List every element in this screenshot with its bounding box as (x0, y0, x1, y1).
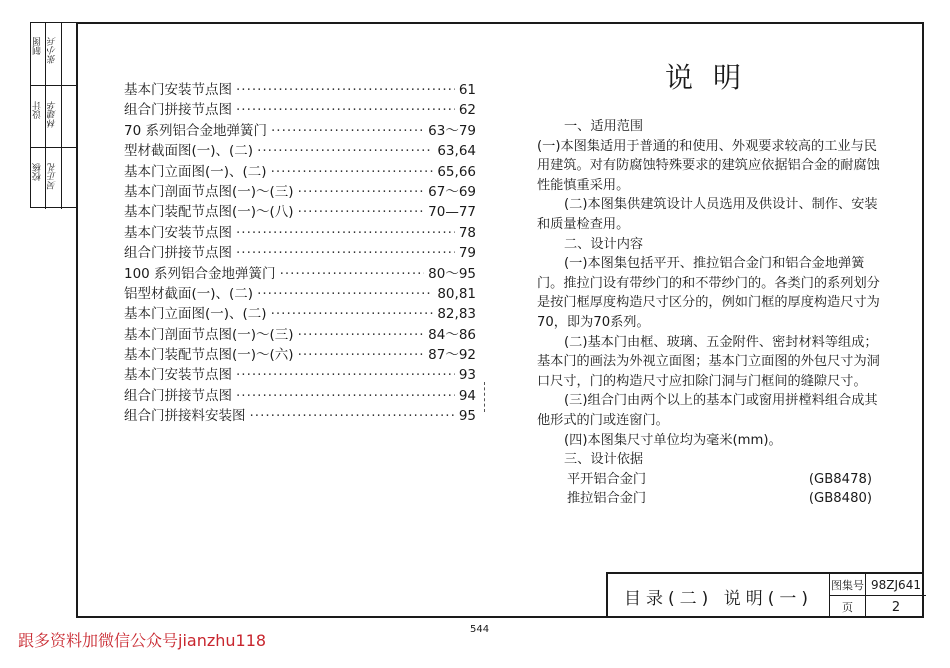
basis-row (537, 489, 882, 509)
toc-entry-page: 67～69 (428, 183, 476, 200)
toc-entry (124, 404, 476, 424)
approval-sidebar (30, 22, 76, 208)
fold-mark (484, 382, 486, 412)
toc-entry (124, 180, 476, 200)
toc-entry (124, 221, 476, 241)
basis-code: (GB8478) (808, 471, 872, 487)
toc-entry-page: 70—77 (428, 204, 476, 221)
toc-entry-title: 基本门立面图(一)、(二) (124, 163, 267, 180)
toc-entry (124, 302, 476, 322)
scope-paragraph-2: (二)本图集供建筑设计人员选用及供设计、制作、安装和质量检查用。 (537, 197, 878, 232)
toc-entry (124, 384, 476, 404)
toc-entry-title: 基本门装配节点图(一)～(八) (124, 204, 294, 221)
toc-leader-dots (236, 82, 455, 98)
toc-leader-dots (298, 347, 425, 363)
basis-name: 平开铝合金门 (567, 471, 647, 487)
watermark-text: 跟多资料加微信公众号jianzhu118 (18, 631, 267, 650)
sidebar-divider (45, 23, 46, 209)
atlas-number-label: 图集号 (830, 574, 866, 596)
toc-entry-title: 70 系列铝合金地弹簧门 (124, 122, 267, 139)
toc-entry-title: 铝型材截面(一)、(二) (124, 285, 254, 302)
toc-entry-page: 63,64 (437, 143, 476, 160)
section-title-scope: 一、适用范围 (564, 119, 644, 134)
toc-entry-page: 84～86 (428, 326, 476, 343)
toc-leader-dots (257, 143, 433, 159)
toc-entry-title: 基本门安装节点图 (124, 82, 232, 98)
toc-leader-dots (257, 286, 433, 302)
toc-entry-page: 79 (458, 245, 476, 262)
toc-entry-title: 型材截面图(一)、(二) (124, 143, 254, 160)
toc-entry (124, 200, 476, 220)
toc-leader-dots (236, 367, 455, 383)
toc-entry (124, 343, 476, 363)
sidebar-divider (61, 23, 62, 209)
toc-entry-title: 基本门装配节点图(一)～(六) (124, 347, 294, 364)
toc-entry (124, 241, 476, 261)
explanation-body (537, 117, 882, 509)
content-paragraph-3: (三)组合门由两个以上的基本门或窗用拼樘料组合成其他形式的门或连窗门。 (537, 393, 878, 428)
sheet-title: 目录(二) 说明(一) (608, 574, 830, 618)
toc-leader-dots (236, 245, 455, 261)
toc-entry-title: 基本门剖面节点图(一)～(三) (124, 326, 294, 343)
explanation-heading: 说明 (665, 61, 762, 94)
toc-leader-dots (298, 184, 425, 200)
signature-check: 吴正礼 (48, 163, 58, 190)
toc-entry-page: 63～79 (428, 122, 476, 139)
toc-leader-dots (298, 327, 425, 343)
toc-entry-page: 87～92 (428, 347, 476, 364)
toc-leader-dots (236, 388, 455, 404)
page-label: 页 (830, 596, 866, 618)
toc-leader-dots (298, 204, 425, 220)
signature-draw: 张小兵 (48, 37, 58, 64)
toc-entry (124, 363, 476, 383)
toc-entry-title: 基本门安装节点图 (124, 224, 232, 241)
toc-leader-dots (236, 102, 455, 118)
sidebar-label-draw: 制图 (33, 37, 43, 55)
basis-code: (GB8480) (808, 491, 872, 507)
section-title-content: 二、设计内容 (564, 236, 644, 252)
toc-entry-page: 78 (458, 224, 476, 241)
sidebar-label-design: 设计 (33, 101, 43, 119)
toc-leader-dots (280, 266, 425, 282)
section-title-basis: 三、设计依据 (564, 452, 644, 468)
toc-leader-dots (271, 164, 434, 180)
toc-entry (124, 119, 476, 139)
toc-entry-page: 80～95 (428, 265, 476, 282)
content-paragraph-4: (四)本图集尺寸单位均为毫米(mm)。 (564, 432, 782, 448)
toc-entry-page: 62 (458, 102, 476, 119)
atlas-number-value: 98ZJ641 (866, 574, 926, 596)
toc-entry (124, 282, 476, 302)
basis-name: 推拉铝合金门 (567, 491, 647, 507)
toc-leader-dots (271, 306, 434, 322)
toc-entry (124, 98, 476, 118)
sidebar-label-check: 校核 (33, 163, 43, 181)
toc-entry-page: 82,83 (437, 306, 476, 323)
toc-entry-page: 65,66 (437, 163, 476, 180)
table-of-contents (124, 78, 476, 425)
toc-entry-page: 93 (458, 367, 476, 384)
page-number: 544 (470, 624, 490, 635)
toc-entry-title: 100 系列铝合金地弹簧门 (124, 265, 276, 282)
toc-leader-dots (236, 225, 455, 241)
toc-entry-page: 94 (458, 387, 476, 404)
content-paragraph-1: (一)本图集包括平开、推拉铝合金门和铝合金地弹簧门。推拉门设有带纱门的和不带纱门的。各类门的系列划分是按门框厚度构造尺寸区分的，例如门框的厚度构造尺寸为70，即为70系列。 (537, 256, 880, 330)
toc-entry-page: 61 (458, 82, 476, 98)
signature-design: 林建华 (48, 101, 58, 128)
sidebar-divider (31, 147, 77, 148)
title-block (606, 572, 924, 618)
page-value: 2 (891, 599, 901, 615)
scope-paragraph-1: (一)本图集适用于普通的和使用、外观要求较高的工业与民用建筑。对有防腐蚀特殊要求的建筑应依据铝合金的耐腐蚀性能慎重采用。 (537, 138, 880, 193)
toc-entry (124, 262, 476, 282)
basis-row (537, 470, 882, 490)
toc-entry (124, 323, 476, 343)
toc-entry-title: 基本门立面图(一)、(二) (124, 306, 267, 323)
toc-leader-dots (250, 408, 455, 424)
toc-entry-title: 组合门拼接料安装图 (124, 408, 246, 425)
toc-entry (124, 139, 476, 159)
toc-entry (124, 160, 476, 180)
toc-entry-title: 组合门拼接节点图 (124, 387, 232, 404)
toc-entry-page: 80,81 (437, 285, 476, 302)
toc-entry-title: 基本门剖面节点图(一)～(三) (124, 183, 294, 200)
content-paragraph-2: (二)基本门由框、玻璃、五金附件、密封材料等组成；基本门的画法为外视立面图；基本门立面图的外包尺寸为洞口尺寸，门的构造尺寸应扣除门洞与门框间的缝隙尺寸。 (537, 334, 880, 389)
toc-leader-dots (271, 123, 424, 139)
toc-entry-title: 基本门安装节点图 (124, 367, 232, 384)
toc-entry-page: 95 (458, 408, 476, 425)
toc-entry-title: 组合门拼接节点图 (124, 245, 232, 262)
sidebar-divider (31, 85, 77, 86)
toc-entry (124, 78, 476, 98)
toc-entry-title: 组合门拼接节点图 (124, 102, 232, 119)
